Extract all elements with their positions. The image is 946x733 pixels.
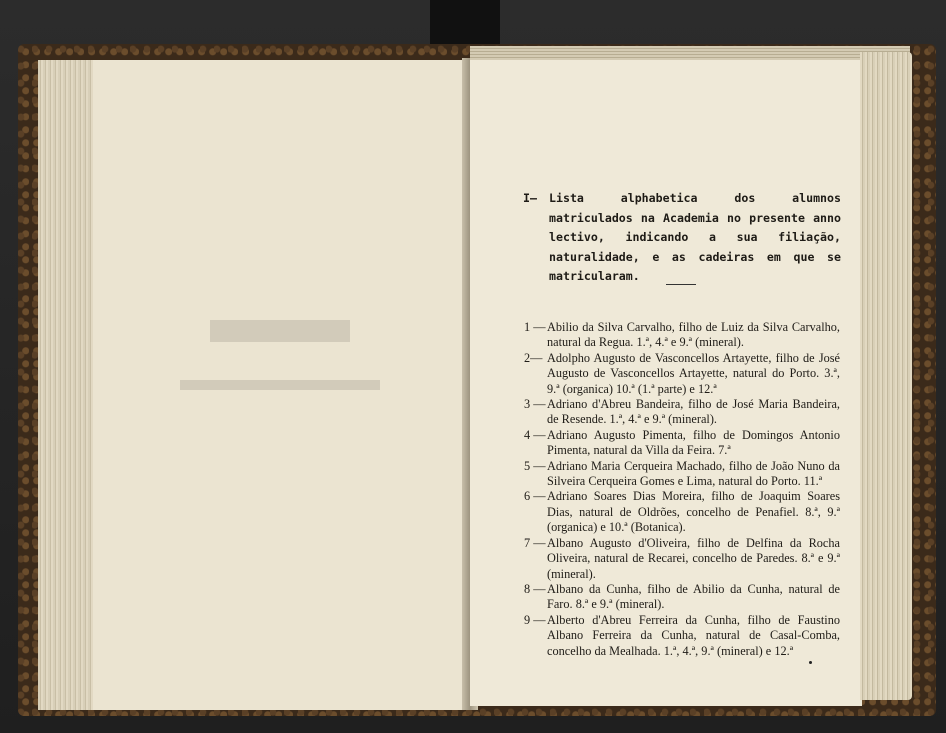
list-item bbox=[524, 459, 840, 490]
book-spine-shadow bbox=[430, 0, 500, 50]
entry-text: Adriano Soares Dias Moreira, filho de Joaquim Soares Dias, natural de Oldrões, concelho de Penafiel. 8.ª, 9.ª (organica) e 10.ª (Botanica). bbox=[547, 489, 840, 535]
list-item bbox=[524, 536, 840, 582]
entry-text: Alberto d'Abreu Ferreira da Cunha, filho de Faustino Albano Ferreira da Cunha, natural de Casal-Comba, concelho da Mealhada. 1.ª, 4.ª, 9.ª (mineral) e 12.ª bbox=[547, 612, 840, 658]
entry-number: 3 — bbox=[524, 397, 546, 412]
entry-text: Abilio da Silva Carvalho, filho de Luiz da Silva Carvalho, natural da Regua. 1.ª, 4.ª e 9.ª (mineral). bbox=[547, 320, 840, 350]
entry-text: Adriano d'Abreu Bandeira, filho de José Maria Bandeira, de Resende. 1.ª, 4.ª e 9.ª (mineral). bbox=[547, 397, 840, 427]
entry-number: 7 — bbox=[524, 535, 546, 550]
right-page-edges bbox=[860, 52, 912, 700]
page-end-dot bbox=[809, 661, 812, 664]
list-item bbox=[524, 320, 840, 351]
list-item bbox=[524, 582, 840, 613]
section-title: Lista alphabetica dos alumnos matriculados na Academia no presente anno lectivo, indicando a sua filiação, naturalidade, e as cadeiras em que se matricularam. bbox=[549, 191, 841, 283]
entry-number: 4 — bbox=[524, 427, 546, 442]
entry-number: 5 — bbox=[524, 458, 546, 473]
list-item bbox=[524, 351, 840, 397]
section-heading bbox=[523, 189, 841, 287]
entry-number: 9 — bbox=[524, 612, 546, 627]
list-item bbox=[524, 428, 840, 459]
list-item bbox=[524, 613, 840, 659]
list-item bbox=[524, 489, 840, 535]
entry-text: Adolpho Augusto de Vasconcellos Artayette, filho de José Augusto de Vasconcellos Artayette, natural do Porto. 3.ª, 9.ª (organica) 10.ª (1.ª parte) e 12.ª bbox=[547, 350, 840, 396]
entry-text: Adriano Maria Cerqueira Machado, filho de João Nuno da Silveira Cerqueira Gomes e Lima, natural do Porto. 11.ª bbox=[547, 458, 840, 489]
entry-number: 2— bbox=[524, 350, 543, 365]
student-list bbox=[524, 320, 840, 659]
divider-rule bbox=[666, 284, 696, 285]
entry-number: 1 — bbox=[524, 320, 546, 334]
entry-number: 6 — bbox=[524, 489, 546, 504]
bleed-through-ghost bbox=[120, 300, 420, 420]
entry-text: Albano Augusto d'Oliveira, filho de Delfina da Rocha Oliveira, natural de Recarei, concelho de Paredes. 8.ª e 9.ª (mineral). bbox=[547, 535, 840, 581]
section-number: I— bbox=[523, 191, 537, 205]
entry-text: Adriano Augusto Pimenta, filho de Domingos Antonio Pimenta, natural da Villa da Feira. 7.ª bbox=[547, 427, 840, 458]
entry-number: 8 — bbox=[524, 581, 546, 596]
entry-text: Albano da Cunha, filho de Abilio da Cunha, natural de Faro. 8.ª e 9.ª (mineral). bbox=[547, 581, 840, 612]
list-item bbox=[524, 397, 840, 428]
left-page-edges bbox=[38, 60, 93, 710]
